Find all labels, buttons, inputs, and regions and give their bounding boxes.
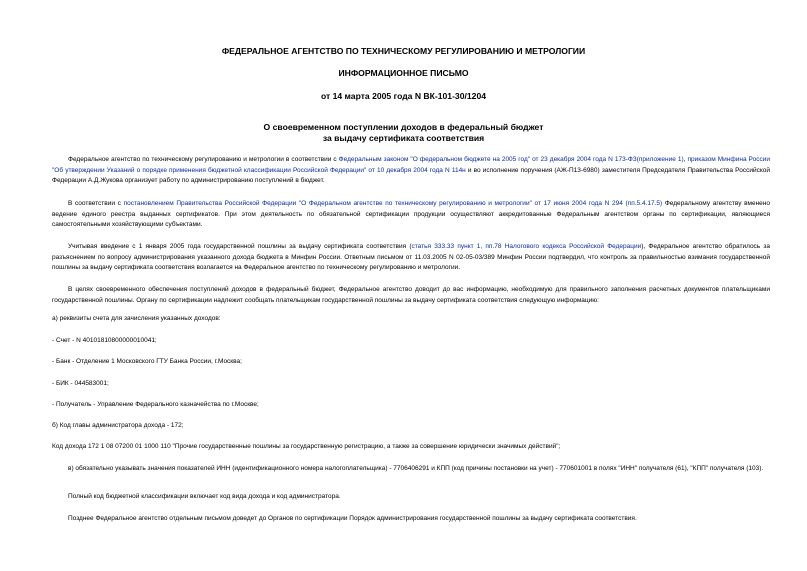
paragraph-1 [52,155,770,187]
item-a: а) реквизиты счета для зачисления указанных доходов: [52,315,221,322]
account-number: - Счет - N 40101810800000010041; [52,337,157,344]
income-code: Код дохода 172 1 08 07200 01 1000 110 "Прочие государственные пошлины за государственную регистрацию, а также за совершение юридически значимых действий"; [52,443,561,450]
item-b: б) Код главы администратора дохода - 172; [52,422,184,429]
federal-law-link[interactable]: Федеральным законом "О федеральном бюджете на 2005 год" от 23 декабря 2004 года N 173-ФЗ(приложение 1) [338,156,684,163]
subject-line-2: за выдачу сертификата соответствия [322,133,485,143]
paragraph-2 [52,199,770,231]
p2-text-1: В соответствии с [68,200,124,207]
paragraph-3 [52,242,770,274]
paragraph-4: В целях своевременного обеспечения поступлений доходов в федеральный бюджет, Федеральное агентство доводит до вас информацию, необходимую для правильного заполнения расчетных документов плательщиками государственной пошлины. Органу по сертификации надлежит сообщать плательщикам государственной пошлины за выдачу сертификата соответствия следующую информацию: [52,286,770,304]
minfin-order-link[interactable]: приказом Минфина России "Об утверждении Указаний о порядке применения бюджетной классификации Российской Федерации" от 10 декабря 2004 года N 114н [52,156,770,174]
p1-text-2: , [683,156,688,163]
document-type: ИНФОРМАЦИОННОЕ ПИСЬМО [338,68,469,78]
bik-code: - БИК - 044583001; [52,380,109,387]
full-code-note: Полный код бюджетной классификации включает код вида дохода и код администратора. [68,493,341,500]
p2-text-2: Федеральному агентству вменено ведение единого реестра выданных сертификатов. При этом деятельность по обязательной сертификации продукции осуществляют аккредитованные Федеральным агентством органы по сертификации, являющиеся самостоятельными хозяйствующими субъектами. [52,200,770,229]
p1-text-3: и во исполнение поручения (АЖ-П13-6980) заместителя Председателя Правительства Российской Федерации А.Д.Жукова организует работу по администрированию поступлений в бюджет. [52,166,770,185]
document-date-number: от 14 марта 2005 года N ВК-101-30/1204 [320,91,486,101]
p3-text-1: Учитывая введение с 1 января 2005 года государственной пошлины за выдачу сертификата соответствия ( [68,243,412,250]
tax-code-link[interactable]: статья 333.33 пункт 1, пп.78 Налогового кодекса Российской Федерации [411,243,642,250]
recipient: - Получатель - Управление Федерального казначейства по г.Москве; [52,401,259,408]
bank-name: - Банк - Отделение 1 Московского ГТУ Банка России, г.Москва; [52,358,242,365]
p1-text-1: Федеральное агентство по техническому регулированию и метрологии в соответствии с [68,156,339,163]
p3-text-2: ), Федеральное агентство обратилось за разъяснением по вопросу администрирования указанного дохода бюджета в Минфин России. Ответным письмом от 11.03.2005 N 02-05-03/389 Минфин России подтвердил, что контроль за правильностью взимания государственной пошлины за выдачу сертификата соответствия возлагается на Федеральное агентство по техническому регулированию и метрологии. [52,243,770,272]
government-decree-link[interactable]: постановлением Правительства Российской Федерации "О Федеральном агентстве по техническому регулированию и метрологии" от 17 июня 2004 года N 294 (пп.5.4.17.5) [123,200,663,207]
closing-paragraph: Позднее Федеральное агентство отдельным письмом доведет до Органов по сертификации Порядок администрирования государственной пошлины за выдачу сертификата соответствия. [68,515,637,522]
item-c: в) обязательно указывать значения показателей ИНН (идентификационного номера налогоплательщика) - 7706406291 и КПП (код причины постановки на учет) - 770601001 в полях "ИНН" получателя (61), "КПП" получателя (103). [68,465,764,472]
agency-heading: ФЕДЕРАЛЬНОЕ АГЕНТСТВО ПО ТЕХНИЧЕСКОМУ РЕГУЛИРОВАНИЮ И МЕТРОЛОГИИ [221,46,586,56]
subject-line-1: О своевременном поступлении доходов в федеральный бюджет [263,122,544,132]
